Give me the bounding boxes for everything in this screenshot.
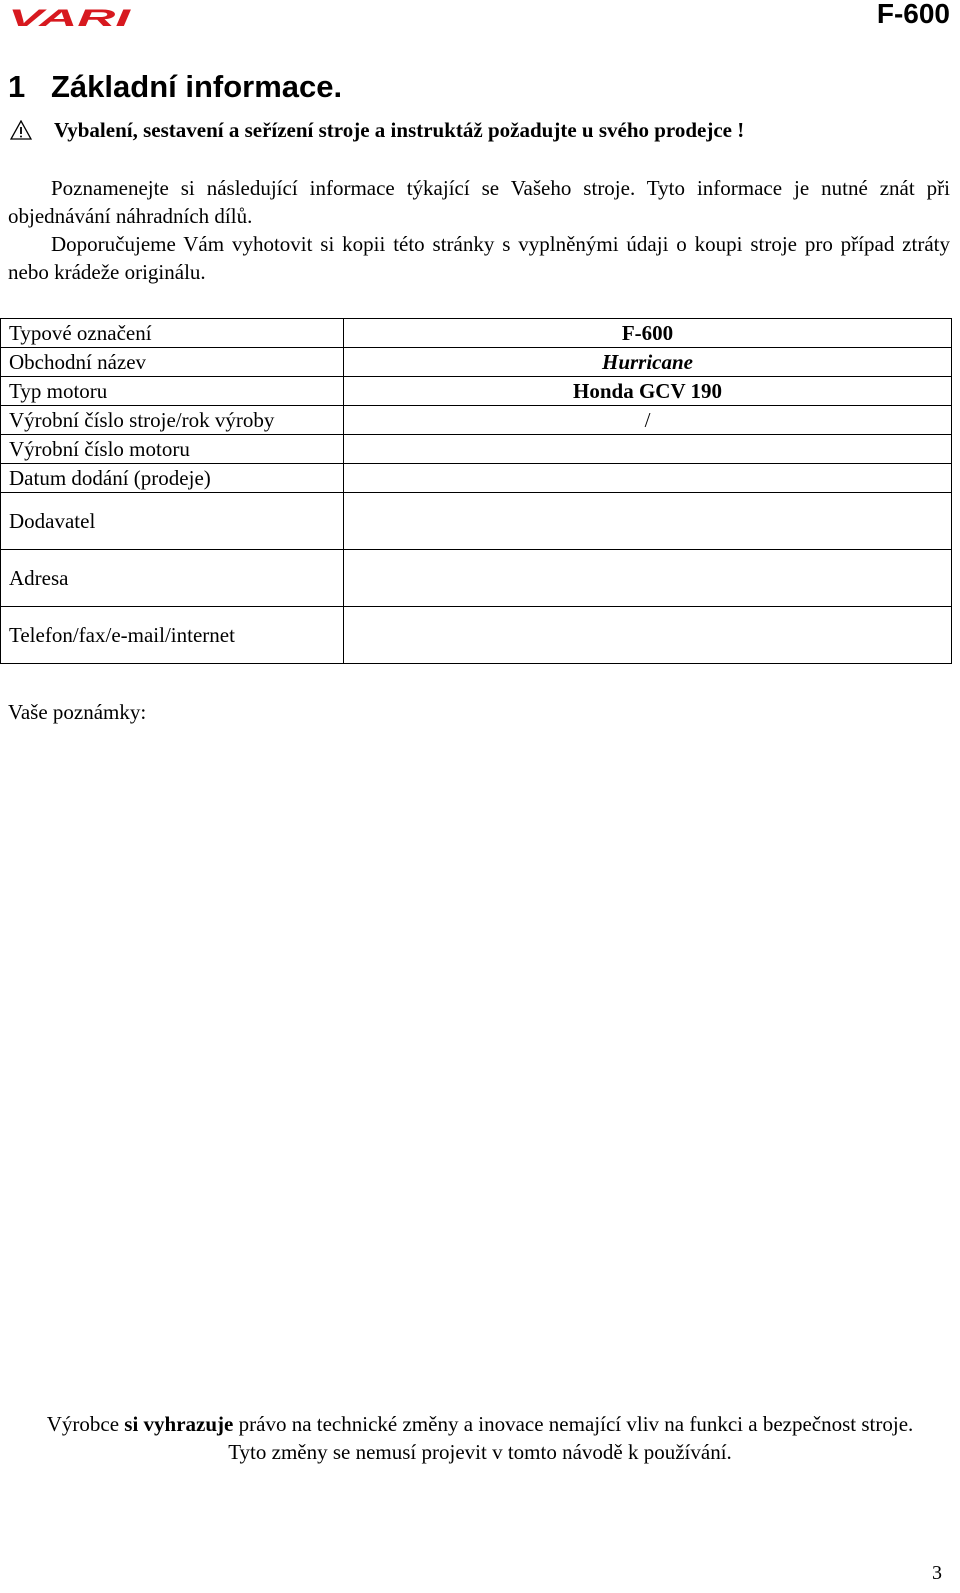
row-label: Výrobní číslo stroje/rok výroby: [1, 406, 344, 435]
machine-info-table: [0, 318, 952, 664]
footer-disclaimer: [40, 1410, 920, 1466]
footer-text-1: Výrobce: [46, 1412, 125, 1436]
row-value: [344, 493, 952, 550]
row-label: Výrobní číslo motoru: [1, 435, 344, 464]
row-label: Telefon/fax/e-mail/internet: [1, 607, 344, 664]
row-value: Honda GCV 190: [344, 377, 952, 406]
vari-logo: [8, 6, 134, 28]
row-value: /: [344, 406, 952, 435]
warning-text: Vybalení, sestavení a seřízení stroje a instruktáž požadujte u svého prodejce !: [54, 118, 745, 142]
row-label: Obchodní název: [1, 348, 344, 377]
table-row: [1, 348, 952, 377]
notes-label: Vaše poznámky:: [8, 700, 147, 724]
section-title: Základní informace.: [51, 69, 343, 104]
warning-triangle-icon: [10, 120, 32, 140]
footer-text-bold: si vyhrazuje: [124, 1412, 234, 1436]
row-label: Dodavatel: [1, 493, 344, 550]
table-row: [1, 377, 952, 406]
section-number: 1: [8, 69, 26, 104]
page-number: 3: [932, 1562, 942, 1584]
intro-paragraph-2: [8, 230, 950, 286]
table-row: [1, 493, 952, 550]
table-row: [1, 607, 952, 664]
row-value: F-600: [344, 319, 952, 348]
intro-paragraph-1: [8, 174, 950, 230]
row-value: [344, 607, 952, 664]
table-row: [1, 319, 952, 348]
row-value: Hurricane: [344, 348, 952, 377]
table-row: [1, 550, 952, 607]
intro-text-2: Doporučujeme Vám vyhotovit si kopii této stránky s vyplněnými údaji o koupi stroje pro případ ztráty nebo krádeže originálu.: [8, 232, 950, 284]
intro-text-1: Poznamenejte si následující informace týkající se Vašeho stroje. Tyto informace je nutné znát při objednávání náhradních dílů.: [8, 176, 950, 228]
document-code: F-600: [876, 0, 950, 29]
row-label: Adresa: [1, 550, 344, 607]
row-label: Datum dodání (prodeje): [1, 464, 344, 493]
logo-text: VARI: [8, 6, 133, 28]
row-label: Typové označení: [1, 319, 344, 348]
footer-text-2: právo na technické změny a inovace nemající vliv na funkci a bezpečnost stroje. Tyto změny se nemusí projevit v tomto návodě k používání.: [228, 1412, 914, 1464]
section-heading: [8, 69, 342, 105]
table-row: [1, 464, 952, 493]
row-value: [344, 550, 952, 607]
row-value: [344, 464, 952, 493]
table-row: [1, 435, 952, 464]
table-row: [1, 406, 952, 435]
row-value: [344, 435, 952, 464]
row-label: Typ motoru: [1, 377, 344, 406]
